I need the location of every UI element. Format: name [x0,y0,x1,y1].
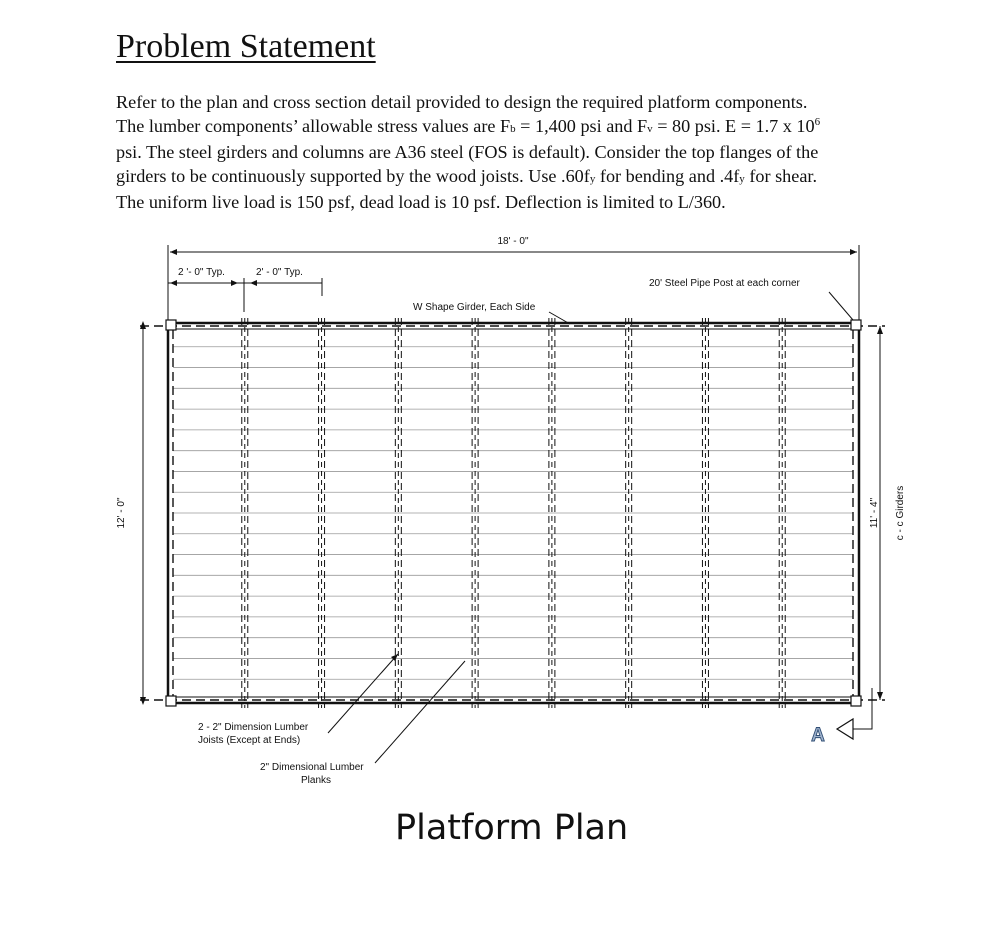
section-cut-line [853,688,872,729]
corner-post-top-left [166,320,176,330]
girder-spacing-label-2: c - c Girders [895,485,906,541]
fv-subscript: v [647,122,653,135]
overall-width-arrow-top [140,321,146,329]
statement-line-4-c: for shear. [744,165,818,186]
plank-note-label-2: Planks [301,775,332,786]
plank-note-leader [375,661,465,763]
fb-subscript: b [510,122,516,135]
overall-width-arrow-bottom [140,697,146,705]
joist-spacing-arrow-left [170,280,177,286]
corner-post-bottom-left [166,696,176,706]
statement-line-2-c: = 80 psi. E = 1.7 x 10 [652,115,815,136]
statement-line-3: psi. The steel girders and columns are A36 steel (FOS is default). Consider the top flanges of the [116,142,819,163]
section-a-marker: A [811,725,825,746]
page-title: Problem Statement [116,28,376,65]
fy-subscript-1: y [589,172,596,185]
exponent: 6 [814,115,821,128]
post-note-leader [829,292,853,320]
joist-note-label-1: 2 - 2" Dimension Lumber [198,722,309,733]
overall-width-label: 12' - 0" [116,497,127,529]
statement-line-1: Refer to the plan and cross section detail provided to design the required platform components. [116,92,808,112]
plank-note-label-1: 2" Dimensional Lumber [260,762,364,773]
section-arrow-icon [837,719,853,739]
post-note-label: 20' Steel Pipe Post at each corner [649,278,800,289]
girder-spacing-arrow-top [877,326,883,334]
corner-post-bottom-right [851,696,861,706]
girder-spacing-label-1: 11' - 4" [869,497,880,529]
overall-length-label: 18' - 0" [497,236,529,247]
joist-note-arrow [391,654,398,661]
girder-note-label: W Shape Girder, Each Side [413,302,536,313]
joist-note-label-2: Joists (Except at Ends) [198,735,301,746]
statement-line-5: The uniform live load is 150 psf, dead load is 10 psf. Deflection is limited to L/360. [116,192,726,213]
fy-subscript-2: y [739,172,745,185]
plank-lines [173,347,853,679]
girder-spacing-arrow-bottom [877,692,883,700]
statement-line-4-b: for bending and .4f [595,165,740,186]
statement-line-2-b: = 1,400 psi and F [515,115,648,136]
statement-line-2-a: The lumber components’ allowable stress values are F [116,115,511,136]
joist-spacing-label-2: 2' - 0" Typ. [256,267,303,278]
joist-spacing-arrow-mid-a [231,280,238,286]
joist-spacing-label-1: 2 '- 0" Typ. [178,267,225,278]
joist-note-leader [328,654,398,733]
joist-spacing-arrow-mid-b [250,280,257,286]
platform-plan-caption: Platform Plan [395,808,629,848]
statement-line-4-a: girders to be continuously supported by the wood joists. Use .60f [116,165,590,186]
corner-post-top-right [851,320,861,330]
